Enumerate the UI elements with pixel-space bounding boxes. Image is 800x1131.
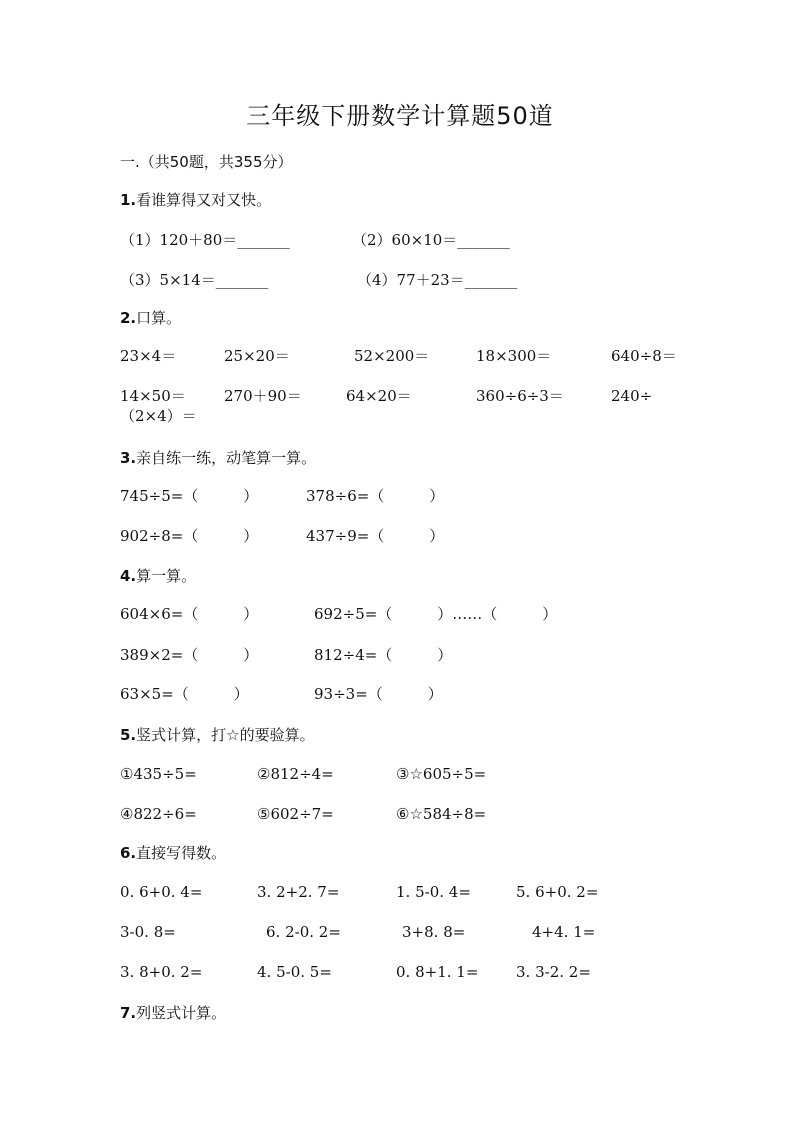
section-header: 一.（共50题，共355分） [120,153,293,171]
q4-item-4: 812÷4=（ ） [314,646,453,664]
question-text: 口算。 [136,309,182,327]
question-4-header [120,566,196,586]
q5-item-5: ⑤602÷7= [257,805,334,823]
question-text: 直接写得数。 [136,844,227,862]
q6-row2-item-3: 3+8. 8= [402,923,466,941]
q5-item-4: ④822÷6= [120,805,197,823]
q5-item-3: ③☆605÷5= [396,765,487,783]
question-6-header [120,843,226,863]
q6-row1-item-1: 0. 6+0. 4= [120,883,203,901]
question-number: 5. [120,726,137,744]
question-text: 亲自练一练，动笔算一算。 [136,449,317,467]
q2-row2-item-3: 64×20＝ [346,387,412,405]
q4-item-3: 389×2=（ ） [120,646,259,664]
q2-row1-item-2: 25×20＝ [224,347,290,365]
q6-row1-item-4: 5. 6+0. 2= [516,883,599,901]
q3-item-3: 902÷8=（ ） [120,527,259,545]
q2-row1-item-3: 52×200＝ [354,347,430,365]
question-text: 算一算。 [136,567,197,585]
q4-item-6: 93÷3=（ ） [314,685,443,703]
q1-item-3: （3）5×14＝_______ [120,271,269,289]
question-number: 4. [120,567,137,585]
q3-item-1: 745÷5=（ ） [120,487,259,505]
question-7-header [120,1003,226,1023]
page-title: 三年级下册数学计算题50道 [246,102,554,130]
q2-row2-item-4: 360÷6÷3＝ [476,387,564,405]
q2-row2-wrap: （2×4）＝ [120,407,197,425]
question-2-header [120,308,181,328]
q6-row2-item-1: 3-0. 8= [120,923,176,941]
q3-item-2: 378÷6=（ ） [306,487,445,505]
q2-row1-item-5: 640÷8＝ [611,347,677,365]
q6-row2-item-2: 6. 2-0. 2= [266,923,341,941]
question-number: 3. [120,449,137,467]
q5-item-6: ⑥☆584÷8= [396,805,487,823]
q6-row1-item-2: 3. 2+2. 7= [257,883,340,901]
q3-item-4: 437÷9=（ ） [306,527,445,545]
question-number: 6. [120,844,137,862]
q2-row2-item-5: 240÷ [611,387,653,405]
question-text: 列竖式计算。 [136,1004,227,1022]
q2-row2-item-1: 14×50＝ [120,387,186,405]
q6-row1-item-3: 1. 5-0. 4= [396,883,471,901]
q1-item-1: （1）120＋80＝_______ [120,231,290,249]
question-text: 竖式计算，打☆的要验算。 [136,726,315,744]
q4-item-5: 63×5=（ ） [120,685,249,703]
question-number: 2. [120,309,137,327]
question-1-header [120,190,271,210]
q6-row3-item-3: 0. 8+1. 1= [396,963,479,981]
q5-item-1: ①435÷5= [120,765,197,783]
q1-item-4: （4）77＋23＝_______ [357,271,518,289]
q6-row3-item-1: 3. 8+0. 2= [120,963,203,981]
question-number: 7. [120,1004,137,1022]
q5-item-2: ②812÷4= [257,765,334,783]
q6-row3-item-2: 4. 5-0. 5= [257,963,332,981]
q2-row2-item-2: 270＋90＝ [224,387,302,405]
question-number: 1. [120,191,137,209]
q4-item-2: 692÷5=（ ）……（ ） [314,605,558,623]
q1-item-2: （2）60×10＝_______ [352,231,510,249]
question-text: 看谁算得又对又快。 [136,191,272,209]
q6-row2-item-4: 4+4. 1= [532,923,596,941]
question-5-header [120,725,315,745]
q6-row3-item-4: 3. 3-2. 2= [516,963,591,981]
q2-row1-item-1: 23×4＝ [120,347,177,365]
q2-row1-item-4: 18×300＝ [476,347,552,365]
question-3-header [120,448,316,468]
q4-item-1: 604×6=（ ） [120,605,259,623]
